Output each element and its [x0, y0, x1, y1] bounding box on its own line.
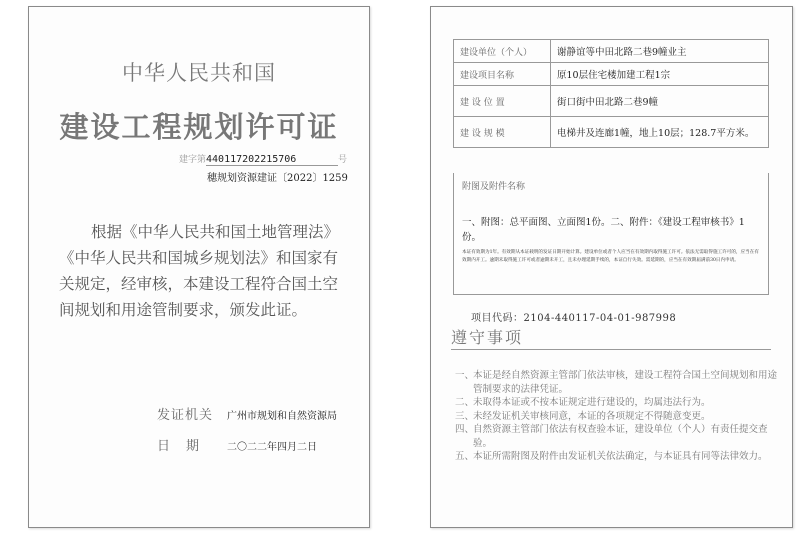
list-item	[455, 423, 777, 450]
item-text: 自然资源主管部门依法有权查验本证，建设单位（个人）有责任提交查验。	[473, 424, 768, 449]
sub-reference: 穗规划资源建证〔2022〕1259	[207, 173, 348, 184]
validity-note: 本证有效期为1年。有效期从本证载明的发证日期开始计算。建设单位或者个人应当在有效期内取得施工许可。依法无需取得施工许可的，应当在有效期内开工。逾期未取得施工许可或者逾期未开工，且未办理延期手续的，本证自行失效。需延期的，应当在有效期届满前30日内申请。	[462, 250, 759, 263]
issuer-label: 发证机关	[157, 408, 214, 423]
certificate-title: 建设工程规划许可证	[59, 110, 339, 144]
row-label: 建设单位（个人）	[454, 40, 551, 63]
row-label: 建设项目名称	[454, 63, 551, 86]
project-info-table	[453, 39, 769, 148]
item-text: 本证所需附图及附件由发证机关依法确定，与本证具有同等法律效力。	[473, 451, 768, 462]
notice-list	[455, 369, 777, 464]
list-item	[455, 410, 777, 424]
table-row	[454, 117, 769, 148]
item-index: 一、	[455, 370, 475, 381]
issuer-row	[157, 404, 337, 423]
permit-back-page	[430, 6, 793, 528]
ref-number: 440117202215706	[206, 154, 338, 166]
table-row	[454, 63, 769, 86]
list-item	[455, 450, 777, 464]
row-value: 电梯井及连廊1幢，地上10层；128.7平方米。	[551, 117, 769, 148]
item-index: 五、	[455, 451, 475, 462]
item-text: 未经发证机关审核同意，本证的各项规定不得随意变更。	[473, 410, 711, 422]
date-value: 二〇二二年四月二日	[227, 442, 317, 453]
attachments-title: 附图及附件名称	[462, 182, 526, 192]
item-index: 二、	[455, 397, 475, 408]
row-label: 建 设 规 模	[454, 117, 551, 148]
item-text: 未取得本证或不按本证规定进行建设的，均属违法行为。	[473, 397, 711, 408]
notice-title: 遵守事项	[451, 328, 524, 347]
item-text: 本证是经自然资源主管部门依法审核，建设工程符合国土空间规划和用途管制要求的法律凭证。	[473, 370, 778, 395]
reference-number-line	[179, 152, 365, 166]
row-value: 原10层住宅楼加建工程1宗	[551, 63, 769, 86]
certificate-body: 根据《中华人民共和国土地管理法》《中华人民共和国城乡规划法》和国家有关规定，经审核，本建设工程符合国土空间规划和用途管制要求，颁发此证。	[59, 223, 340, 319]
divider	[451, 349, 771, 350]
list-item	[455, 396, 777, 410]
row-label: 建 设 位 置	[454, 86, 551, 117]
list-item	[455, 369, 777, 396]
date-row	[157, 435, 317, 454]
table-row	[454, 40, 769, 63]
country-name: 中华人民共和国	[122, 61, 276, 85]
attachments-text: 一、附图：总平面图、立面图1份。二、附件：《建设工程审核书》1份。	[462, 217, 745, 243]
item-index: 四、	[455, 424, 475, 435]
table-row	[454, 86, 769, 117]
ref-suffix: 号	[338, 155, 348, 165]
item-index: 三、	[455, 410, 475, 422]
date-label: 日期	[157, 439, 216, 454]
row-value: 谢静谊等中田北路二巷9幢业主	[551, 40, 769, 63]
ref-prefix: 建字第	[179, 155, 207, 165]
attachments-box	[453, 173, 769, 295]
project-code: 项目代码：2104-440117-04-01-987998	[471, 313, 677, 324]
issuer-value: 广州市规划和自然资源局	[227, 411, 337, 422]
row-value: 街口街中田北路二巷9幢	[551, 86, 769, 117]
permit-front-page	[28, 6, 370, 528]
